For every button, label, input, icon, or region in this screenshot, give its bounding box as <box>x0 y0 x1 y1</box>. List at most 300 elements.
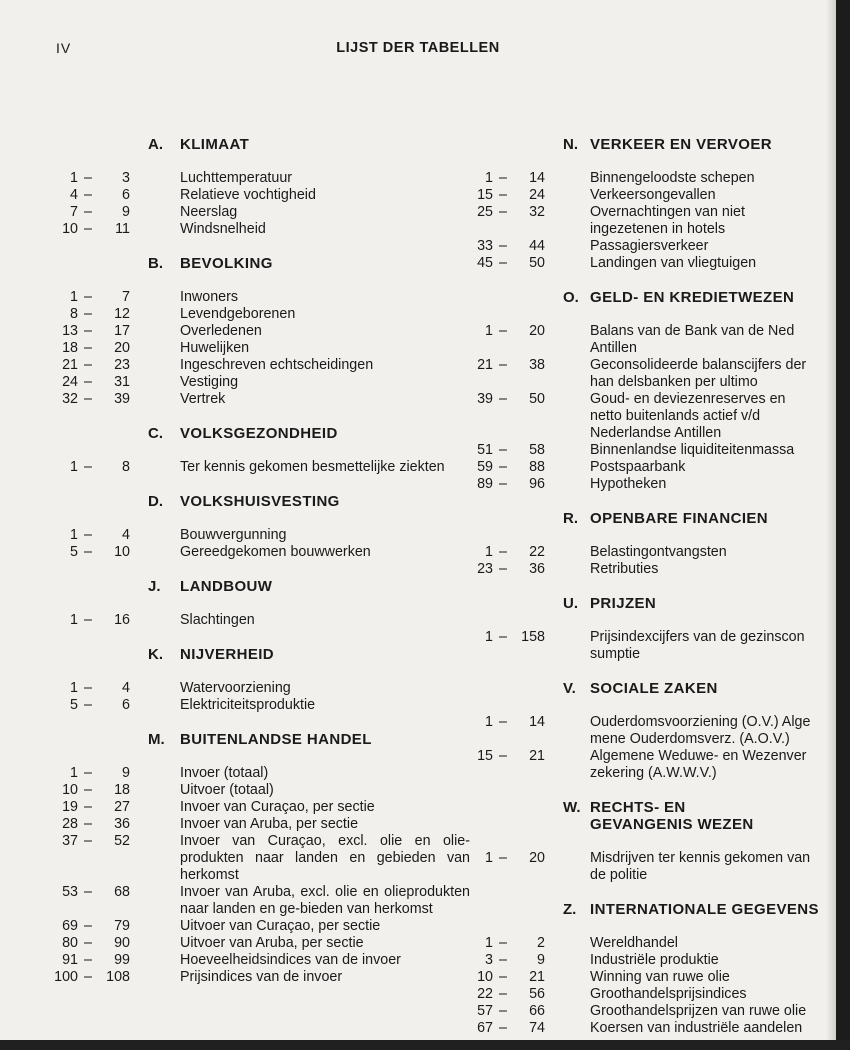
section-name: SOCIALE ZAKEN <box>590 680 718 697</box>
table-range <box>455 391 545 408</box>
table-entry <box>455 255 825 272</box>
table-range <box>40 187 130 204</box>
range-dash: – <box>84 612 92 628</box>
range-dash: – <box>499 544 507 560</box>
section-spacer <box>40 408 480 425</box>
table-range <box>455 442 545 459</box>
range-dash: – <box>84 680 92 696</box>
range-end: 21 <box>529 748 545 764</box>
table-entry <box>455 986 825 1003</box>
section-spacer <box>40 629 480 646</box>
section-letter: D. <box>148 493 163 510</box>
range-dash: – <box>84 357 92 373</box>
range-start: 19 <box>62 799 78 815</box>
range-dash: – <box>499 238 507 254</box>
section-letter: M. <box>148 731 165 748</box>
range-start: 21 <box>62 357 78 373</box>
table-range <box>40 340 130 357</box>
range-start: 3 <box>485 952 493 968</box>
table-range <box>455 170 545 187</box>
section-name: BUITENLANDSE HANDEL <box>180 731 372 748</box>
table-description: Invoer van Aruba, excl. olie en olieprodukten naar landen en ge-bieden van herkomst <box>180 884 470 917</box>
table-entry <box>40 884 480 918</box>
range-start: 53 <box>62 884 78 900</box>
table-entry <box>455 850 825 884</box>
table-range <box>455 714 545 731</box>
table-description: Wereldhandel <box>590 935 678 951</box>
table-description: Huwelijken <box>180 340 250 356</box>
table-entry <box>455 1020 825 1037</box>
table-range <box>40 799 130 816</box>
range-end: 9 <box>537 952 545 968</box>
section-name: GELD- EN KREDIETWEZEN <box>590 289 795 306</box>
table-range <box>40 374 130 391</box>
range-end: 79 <box>114 918 130 934</box>
range-start: 13 <box>62 323 78 339</box>
range-dash: – <box>499 442 507 458</box>
table-range <box>40 765 130 782</box>
section-spacer <box>455 578 825 595</box>
range-dash: – <box>499 1020 507 1036</box>
table-entry <box>40 391 480 408</box>
section-name: VOLKSGEZONDHEID <box>180 425 338 442</box>
table-range <box>40 697 130 714</box>
table-description: Goud- en deviezenreserves en netto buitenlands actief v/d Nederlandse Antillen <box>590 391 786 441</box>
section-name: BEVOLKING <box>180 255 273 272</box>
range-dash: – <box>84 187 92 203</box>
table-range <box>455 204 545 221</box>
range-start: 67 <box>477 1020 493 1036</box>
section-heading <box>40 731 480 765</box>
table-range <box>455 476 545 493</box>
table-entry <box>455 204 825 238</box>
table-description: Neerslag <box>180 204 238 220</box>
range-dash: – <box>84 391 92 407</box>
table-entry <box>455 459 825 476</box>
range-dash: – <box>84 527 92 543</box>
table-range <box>455 561 545 578</box>
range-dash: – <box>84 323 92 339</box>
table-entry <box>455 476 825 493</box>
range-dash: – <box>499 187 507 203</box>
range-end: 11 <box>115 221 130 237</box>
table-range <box>455 187 545 204</box>
range-dash: – <box>84 170 92 186</box>
range-start: 1 <box>485 714 493 730</box>
range-end: 22 <box>529 544 545 560</box>
table-entry <box>455 170 825 187</box>
range-start: 69 <box>62 918 78 934</box>
table-description: Vertrek <box>180 391 226 407</box>
range-start: 15 <box>477 187 493 203</box>
range-start: 89 <box>477 476 493 492</box>
section-spacer <box>455 272 825 289</box>
range-start: 1 <box>485 323 493 339</box>
section-heading <box>40 255 480 289</box>
table-entry <box>40 680 480 697</box>
range-end: 44 <box>529 238 545 254</box>
table-range <box>40 289 130 306</box>
table-range <box>455 748 545 765</box>
table-entry <box>455 935 825 952</box>
table-description: Groothandelsprijsindices <box>590 986 747 1002</box>
table-entry <box>40 782 480 799</box>
table-description: Vestiging <box>180 374 239 390</box>
range-dash: – <box>84 782 92 798</box>
table-description: Hypotheken <box>590 476 667 492</box>
section-heading <box>455 595 825 629</box>
table-entry <box>40 306 480 323</box>
section-letter: A. <box>148 136 163 153</box>
table-description: Prijsindexcijfers van de gezinscon sumptie <box>590 629 805 662</box>
table-entry <box>455 561 825 578</box>
table-entry <box>455 391 825 442</box>
range-dash: – <box>84 697 92 713</box>
table-entry <box>455 323 825 357</box>
range-start: 59 <box>477 459 493 475</box>
range-dash: – <box>499 357 507 373</box>
range-dash: – <box>499 323 507 339</box>
table-entry <box>40 833 480 884</box>
table-range <box>40 204 130 221</box>
range-end: 36 <box>114 816 130 832</box>
table-range <box>40 221 130 238</box>
section-heading <box>40 646 480 680</box>
section-spacer <box>455 663 825 680</box>
table-entry <box>455 238 825 255</box>
table-entry <box>455 714 825 748</box>
section-letter: O. <box>563 289 579 306</box>
left-column <box>40 136 480 986</box>
table-description: Uitvoer van Aruba, per sectie <box>180 935 364 951</box>
range-start: 1 <box>70 612 78 628</box>
table-description: Verkeersongevallen <box>590 187 716 203</box>
range-end: 50 <box>529 391 545 407</box>
table-range <box>40 170 130 187</box>
range-end: 21 <box>529 969 545 985</box>
section-name: RECHTS- EN GEVANGENIS WEZEN <box>590 799 754 833</box>
range-dash: – <box>84 306 92 322</box>
table-description: Belastingontvangsten <box>590 544 727 560</box>
table-entry <box>455 357 825 391</box>
table-description: Invoer van Curaçao, excl. olie en olie-produkten naar landen en gebieden van herkomst <box>180 833 470 883</box>
range-end: 36 <box>529 561 545 577</box>
table-range <box>455 459 545 476</box>
range-end: 20 <box>529 323 545 339</box>
range-end: 31 <box>114 374 130 390</box>
range-start: 45 <box>477 255 493 271</box>
table-description: Windsnelheid <box>180 221 266 237</box>
range-end: 24 <box>529 187 545 203</box>
table-description: Misdrijven ter kennis gekomen van de politie <box>590 850 811 883</box>
table-description: Binnenlandse liquiditeitenmassa <box>590 442 795 458</box>
section-letter: B. <box>148 255 163 272</box>
range-dash: – <box>84 833 92 849</box>
table-range <box>40 612 130 629</box>
table-range <box>40 306 130 323</box>
table-entry <box>40 935 480 952</box>
range-end: 108 <box>106 969 130 985</box>
table-description: Ouderdomsvoorziening (O.V.) Alge mene Ouderdomsverz. (A.O.V.) <box>590 714 811 747</box>
range-dash: – <box>84 952 92 968</box>
range-dash: – <box>499 986 507 1002</box>
range-dash: – <box>84 340 92 356</box>
range-start: 10 <box>62 221 78 237</box>
table-range <box>40 969 130 986</box>
adjacent-page-edge <box>836 0 850 1050</box>
table-range <box>455 1020 545 1037</box>
range-start: 1 <box>70 289 78 305</box>
table-description: Landingen van vliegtuigen <box>590 255 757 271</box>
range-start: 32 <box>62 391 78 407</box>
section-heading <box>455 901 825 935</box>
range-start: 1 <box>485 544 493 560</box>
section-name: VERKEER EN VERVOER <box>590 136 772 153</box>
table-description: Invoer van Aruba, per sectie <box>180 816 359 832</box>
table-description: Passagiersverkeer <box>590 238 709 254</box>
range-end: 16 <box>114 612 130 628</box>
table-description: Hoeveelheidsindices van de invoer <box>180 952 401 968</box>
table-description: Binnengeloodste schepen <box>590 170 755 186</box>
table-entry <box>40 357 480 374</box>
range-start: 57 <box>477 1003 493 1019</box>
table-entry <box>40 170 480 187</box>
section-heading <box>40 136 480 170</box>
range-start: 10 <box>62 782 78 798</box>
table-entry <box>40 527 480 544</box>
range-dash: – <box>499 459 507 475</box>
range-start: 1 <box>485 629 493 645</box>
range-start: 10 <box>477 969 493 985</box>
table-entry <box>455 952 825 969</box>
range-end: 14 <box>529 170 545 186</box>
range-end: 9 <box>122 204 130 220</box>
range-start: 8 <box>70 306 78 322</box>
section-name: KLIMAAT <box>180 136 250 153</box>
range-dash: – <box>84 374 92 390</box>
range-end: 39 <box>114 391 130 407</box>
section-spacer <box>40 476 480 493</box>
range-start: 7 <box>70 204 78 220</box>
table-entry <box>40 816 480 833</box>
range-dash: – <box>499 714 507 730</box>
table-entry <box>40 289 480 306</box>
table-description: Winning van ruwe olie <box>590 969 730 985</box>
range-start: 80 <box>62 935 78 951</box>
range-start: 25 <box>477 204 493 220</box>
table-entry <box>40 697 480 714</box>
table-entry <box>40 765 480 782</box>
range-dash: – <box>84 816 92 832</box>
table-description: Postspaarbank <box>590 459 686 475</box>
range-start: 39 <box>477 391 493 407</box>
table-description: Levendgeborenen <box>180 306 296 322</box>
table-description: Overnachtingen van niet ingezetenen in hotels <box>590 204 745 237</box>
section-name: OPENBARE FINANCIEN <box>590 510 769 527</box>
range-end: 8 <box>122 459 130 475</box>
range-end: 74 <box>529 1020 545 1036</box>
table-entry <box>40 544 480 561</box>
section-spacer <box>40 238 480 255</box>
section-name: NIJVERHEID <box>180 646 275 663</box>
range-start: 100 <box>54 969 78 985</box>
range-dash: – <box>84 969 92 985</box>
section-spacer <box>40 561 480 578</box>
table-range <box>455 629 545 646</box>
range-end: 10 <box>114 544 130 560</box>
table-range <box>455 969 545 986</box>
range-start: 1 <box>70 170 78 186</box>
table-range <box>40 680 130 697</box>
range-start: 21 <box>477 357 493 373</box>
range-start: 37 <box>62 833 78 849</box>
range-end: 99 <box>114 952 130 968</box>
range-dash: – <box>84 799 92 815</box>
section-heading <box>40 493 480 527</box>
range-dash: – <box>499 170 507 186</box>
section-letter: U. <box>563 595 578 612</box>
table-entry <box>40 969 480 986</box>
table-range <box>455 850 545 867</box>
section-name: LANDBOUW <box>180 578 273 595</box>
range-start: 1 <box>70 680 78 696</box>
table-description: Elektriciteitsproduktie <box>180 697 316 713</box>
range-start: 1 <box>485 170 493 186</box>
range-start: 5 <box>70 697 78 713</box>
table-range <box>40 884 130 901</box>
table-entry <box>40 204 480 221</box>
range-start: 18 <box>62 340 78 356</box>
table-entry <box>455 1003 825 1020</box>
table-entry <box>40 374 480 391</box>
table-description: Relatieve vochtigheid <box>180 187 316 203</box>
table-description: Ter kennis gekomen besmettelijke ziekten <box>180 459 445 475</box>
range-end: 88 <box>529 459 545 475</box>
table-description: Ingeschreven echtscheidingen <box>180 357 374 373</box>
table-range <box>40 391 130 408</box>
table-range <box>40 833 130 850</box>
table-range <box>455 1003 545 1020</box>
range-dash: – <box>84 935 92 951</box>
table-description: Watervoorziening <box>180 680 291 696</box>
table-description: Prijsindices van de invoer <box>180 969 343 985</box>
table-range <box>40 782 130 799</box>
range-dash: – <box>499 476 507 492</box>
range-start: 33 <box>477 238 493 254</box>
section-letter: K. <box>148 646 163 663</box>
range-end: 158 <box>521 629 545 645</box>
range-dash: – <box>84 221 92 237</box>
range-dash: – <box>499 629 507 645</box>
range-end: 58 <box>529 442 545 458</box>
section-heading <box>455 680 825 714</box>
table-description: Invoer van Curaçao, per sectie <box>180 799 375 815</box>
table-range <box>40 527 130 544</box>
table-description: Balans van de Bank van de Ned Antillen <box>590 323 795 356</box>
table-entry <box>40 952 480 969</box>
range-start: 1 <box>70 527 78 543</box>
table-entry <box>40 612 480 629</box>
range-end: 7 <box>122 289 130 305</box>
range-dash: – <box>84 289 92 305</box>
range-dash: – <box>499 748 507 764</box>
range-dash: – <box>499 255 507 271</box>
range-start: 91 <box>62 952 78 968</box>
section-letter: R. <box>563 510 578 527</box>
table-entry <box>40 340 480 357</box>
table-description: Inwoners <box>180 289 239 305</box>
table-range <box>455 255 545 272</box>
range-start: 1 <box>485 935 493 951</box>
table-range <box>455 986 545 1003</box>
range-end: 17 <box>114 323 130 339</box>
range-end: 38 <box>529 357 545 373</box>
table-range <box>455 357 545 374</box>
section-name: VOLKSHUISVESTING <box>180 493 340 510</box>
right-column <box>455 136 825 1037</box>
range-dash: – <box>499 391 507 407</box>
range-end: 32 <box>529 204 545 220</box>
table-entry <box>455 187 825 204</box>
table-range <box>40 544 130 561</box>
table-entry <box>40 799 480 816</box>
section-heading <box>455 799 825 850</box>
table-entry <box>40 918 480 935</box>
table-entry <box>40 323 480 340</box>
table-range <box>40 935 130 952</box>
table-description: Bouwvergunning <box>180 527 287 543</box>
section-heading <box>455 510 825 544</box>
range-dash: – <box>499 204 507 220</box>
section-letter: W. <box>563 799 581 816</box>
range-dash: – <box>499 850 507 866</box>
table-description: Slachtingen <box>180 612 255 628</box>
table-range <box>455 544 545 561</box>
table-range <box>455 238 545 255</box>
range-end: 20 <box>529 850 545 866</box>
table-description: Koersen van industriële aandelen <box>590 1020 803 1036</box>
table-range <box>40 357 130 374</box>
range-end: 9 <box>122 765 130 781</box>
range-end: 27 <box>114 799 130 815</box>
section-name: INTERNATIONALE GEGEVENS <box>590 901 819 918</box>
section-spacer <box>40 714 480 731</box>
range-end: 6 <box>122 697 130 713</box>
range-start: 23 <box>477 561 493 577</box>
section-heading <box>455 136 825 170</box>
range-end: 56 <box>529 986 545 1002</box>
range-end: 96 <box>529 476 545 492</box>
table-description: Luchttemperatuur <box>180 170 293 186</box>
table-range <box>40 952 130 969</box>
table-entry <box>455 969 825 986</box>
section-letter: Z. <box>563 901 577 918</box>
section-heading <box>40 578 480 612</box>
table-entry <box>455 544 825 561</box>
table-entry <box>455 629 825 663</box>
table-description: Uitvoer van Curaçao, per sectie <box>180 918 381 934</box>
section-spacer <box>455 782 825 799</box>
table-description: Groothandelsprijzen van ruwe olie <box>590 1003 807 1019</box>
range-start: 1 <box>485 850 493 866</box>
range-start: 15 <box>477 748 493 764</box>
range-dash: – <box>84 765 92 781</box>
range-start: 22 <box>477 986 493 1002</box>
range-dash: – <box>84 204 92 220</box>
section-letter: C. <box>148 425 163 442</box>
range-start: 28 <box>62 816 78 832</box>
table-range <box>455 952 545 969</box>
